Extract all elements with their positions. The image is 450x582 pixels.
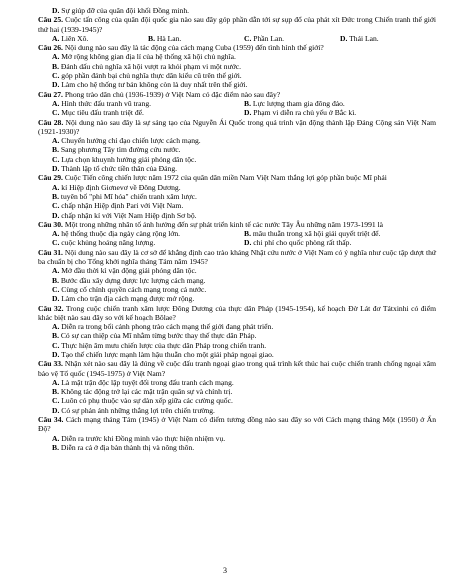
option-letter: C. — [52, 154, 60, 164]
option-letter: A. — [52, 52, 60, 62]
question-33 — [38, 359, 436, 378]
option-letter: B. — [52, 387, 59, 397]
option-b: B. Diễn ra cả ở địa bàn thành thị và nông thôn. — [52, 442, 195, 452]
option-letter: D. — [340, 33, 348, 43]
option-a: A. hệ thống thuộc địa ngày càng rộng lớn. — [52, 229, 181, 239]
option-letter: D. — [52, 210, 60, 220]
option-letter: B. — [52, 145, 59, 155]
question-text: Nhận xét nào sau đây là đúng về cuộc đấu tranh ngoại giao trong quá trình kết thúc hai cuộc chiến tranh chống ngoại xâm bảo vệ Tổ quốc (1945-1975) ở Việt Nam? — [38, 359, 436, 378]
options-row — [38, 99, 436, 108]
question-number: Câu 30. — [38, 219, 63, 229]
question-number: Câu 27. — [38, 89, 63, 99]
options-row — [38, 238, 436, 247]
option-a: A. Hình thức đấu tranh vũ trang. — [52, 98, 152, 108]
option-b: B. mâu thuẫn trong xã hội giải quyết triệt để. — [244, 229, 381, 239]
option-b: B. Sang phương Tây tìm đường cứu nước. — [52, 145, 181, 155]
option-c: C. Thực hiện âm mưu chiến lược của thực dân Pháp trong chiến tranh. — [52, 340, 267, 350]
option-d: D. chấp nhận kí với Việt Nam Hiệp định Sơ bộ. — [52, 210, 197, 220]
option-letter: B. — [148, 33, 155, 43]
question-number: Câu 32. — [38, 303, 64, 313]
question-29 — [38, 173, 436, 182]
question-number: Câu 34. — [38, 415, 64, 425]
option-letter: D. — [244, 238, 252, 248]
question-text: Một trong những nhân tố ảnh hưởng đến sự phát triển kinh tế các nước Tây Âu những năm 1973-1991 là — [64, 219, 384, 229]
option-a: A. Mở đầu thời kì vận động giải phóng dân tộc. — [52, 266, 197, 276]
option-d: D. Làm cho trận địa cách mạng được mở rộng. — [52, 294, 195, 304]
option-letter: D. — [52, 405, 60, 415]
option-b: B. Bước đầu xây dựng được lực lượng cách mạng. — [52, 275, 206, 285]
option-letter: A. — [52, 33, 60, 43]
option-c: C. Cùng cố chính quyền cách mạng trong cả nước. — [52, 284, 207, 294]
option-letter: D. — [52, 6, 60, 15]
question-number: Câu 31. — [38, 247, 63, 257]
options-row — [38, 108, 436, 117]
option-letter: C. — [52, 340, 60, 350]
question-31 — [38, 248, 436, 267]
option-b: B. Đánh dấu chủ nghĩa xã hội vượt ra khỏi phạm vi một nước. — [52, 61, 241, 71]
question-34 — [38, 415, 436, 434]
option-letter: A. — [52, 182, 60, 192]
option-letter: B. — [52, 61, 59, 71]
option-a: A. Là mặt trận độc lập tuyệt đối trong đấu tranh cách mạng. — [52, 377, 234, 387]
option-b: B. Lực lượng tham gia đông đảo. — [244, 98, 345, 108]
option-letter: B. — [244, 98, 251, 108]
option-letter: C. — [52, 201, 60, 211]
question-26 — [38, 43, 436, 52]
option-letter: C. — [52, 238, 60, 248]
question-text: Nội dung nào sau đây là sự sáng tạo của Nguyễn Ái Quốc trong quá trình vận động thành lập Đảng Cộng sản Việt Nam (1921-1930)? — [38, 117, 436, 136]
question-number: Câu 26. — [38, 43, 63, 53]
option-letter: A. — [52, 322, 60, 332]
question-number: Câu 25. — [38, 15, 64, 25]
question-text: Cuộc Tiến công chiến lược năm 1972 của quân dân miền Nam Việt Nam thắng lợi góp phần buộc Mĩ phải — [64, 173, 387, 183]
option-d: D. Thành lập tổ chức tiền thân của Đảng. — [52, 164, 178, 174]
option-letter: A. — [52, 377, 60, 387]
option-a: A. Diễn ra trong bối cảnh phong trào cách mạng thế giới đang phát triển. — [52, 322, 274, 332]
question-text: Nội dung nào sau đây là tác động của cách mạng Cuba (1959) đến tình hình thế giới? — [64, 43, 324, 53]
option-letter: A. — [52, 266, 60, 276]
options-row — [38, 229, 436, 238]
page-number: 3 — [223, 566, 227, 575]
option-letter: D. — [52, 294, 60, 304]
option-letter: D. — [52, 349, 60, 359]
option-letter: C. — [52, 284, 60, 294]
option-letter: C. — [244, 33, 252, 43]
option-letter: A. — [52, 433, 60, 443]
option-d: D. chi phí cho quốc phòng rất thấp. — [244, 238, 352, 248]
option-c: C. cuộc khủng hoảng năng lượng. — [52, 238, 156, 248]
option-letter: D. — [52, 164, 60, 174]
question-text: Cách mạng tháng Tám (1945) ở Việt Nam có điểm tương đồng nào sau đây so với Cách mạng tháng Một (1950) ở Ấn Độ? — [38, 415, 436, 434]
question-30 — [38, 220, 436, 229]
question-text: Nội dung nào sau đây là cơ sở để khẳng định cao trào kháng Nhật cứu nước ở Việt Nam có ý nghĩa như cuộc tập dượt thứ ba chuẩn bị cho Tổng khởi nghĩa tháng Tám năm 1945? — [38, 247, 436, 267]
option-c: C. Mục tiêu đấu tranh triệt để. — [52, 108, 144, 118]
option-b: B. Hà Lan. — [148, 33, 182, 43]
option-c: C. chấp nhận Hiệp định Pari với Việt Nam. — [52, 201, 184, 211]
option-c: C. Phần Lan. — [244, 33, 285, 43]
option-letter: A. — [52, 136, 60, 146]
question-28 — [38, 118, 436, 137]
option-c: C. góp phần đánh bại chủ nghĩa thực dân kiểu cũ trên thế giới. — [52, 71, 242, 81]
option-letter: B. — [52, 191, 59, 201]
question-number: Câu 33. — [38, 359, 63, 369]
option-letter: D. — [52, 80, 60, 90]
question-number: Câu 28. — [38, 117, 64, 127]
option-letter: A. — [52, 98, 60, 108]
option-b: B. Không tác động trở lại các mặt trận quân sự và chính trị. — [52, 387, 233, 397]
question-text: Trong cuộc chiến tranh xâm lược Đông Dương của thực dân Pháp (1945-1954), kế hoạch Đờ Lát đơ Tátxinhi có điểm khác biệt nào sau đây so với kế hoạch Bôlae? — [38, 303, 436, 322]
option-b: B. tuyên bố "phi Mĩ hóa" chiến tranh xâm lược. — [52, 191, 197, 201]
option-d: D. Tạo thế chiến lược mạnh làm hậu thuẫn cho một giải pháp ngoại giao. — [52, 349, 274, 359]
question-27 — [38, 90, 436, 99]
option-c: C. Lựa chọn khuynh hướng giải phóng dân tộc. — [52, 154, 197, 164]
option-a: A. Diễn ra trước khi Đồng minh vào thực hiện nhiệm vụ. — [52, 433, 226, 443]
option-letter: C. — [52, 71, 60, 81]
option-letter: B. — [52, 275, 59, 285]
question-number: Câu 29. — [38, 173, 63, 183]
option-a: A. Liên Xô. — [52, 33, 89, 43]
option-b: B. Có sự can thiệp của Mĩ nhằm từng bước thay thế thực dân Pháp. — [52, 331, 257, 341]
option-letter: D. — [244, 108, 252, 118]
option-letter: B. — [52, 331, 59, 341]
option-prev-d: D. Sự giúp đỡ của quân đội khối Đồng minh. — [52, 6, 190, 15]
option-d: D. Phạm vi diễn ra chủ yếu ở Bắc kì. — [244, 108, 357, 118]
option-a: A. Mở rộng không gian địa lí của hệ thống xã hội chủ nghĩa. — [52, 52, 236, 62]
question-text: Phong trào dân chủ (1936-1939) ở Việt Nam có đặc điểm nào sau đây? — [64, 89, 281, 99]
option-letter: C. — [52, 108, 60, 118]
option-d: D. Làm cho hệ thống tư bản không còn là duy nhất trên thế giới. — [52, 80, 248, 90]
option-letter: B. — [52, 442, 59, 452]
question-32 — [38, 304, 436, 323]
option-d: D. Có sự phản ánh những thắng lợi trên chiến trường. — [52, 405, 215, 415]
option-letter: A. — [52, 229, 60, 239]
option-a: A. kí Hiệp định Giơnevơ về Đông Dương. — [52, 182, 181, 192]
option-c: C. Luôn có phụ thuộc vào sự dàn xếp giữa các cường quốc. — [52, 396, 233, 406]
options-row — [38, 34, 436, 43]
option-d: D. Thái Lan. — [340, 33, 379, 43]
option-a: A. Chuyển hướng chỉ đạo chiến lược cách mạng. — [52, 136, 201, 146]
option-letter: C. — [52, 396, 60, 406]
question-text: Cuộc tấn công của quân đội quốc gia nào sau đây góp phần dẫn tới sự sụp đổ của phát xít Đức trong Chiến tranh thế giới thứ hai (1939-1945)? — [38, 15, 436, 34]
question-25 — [38, 15, 436, 34]
option-letter: B. — [244, 229, 251, 239]
